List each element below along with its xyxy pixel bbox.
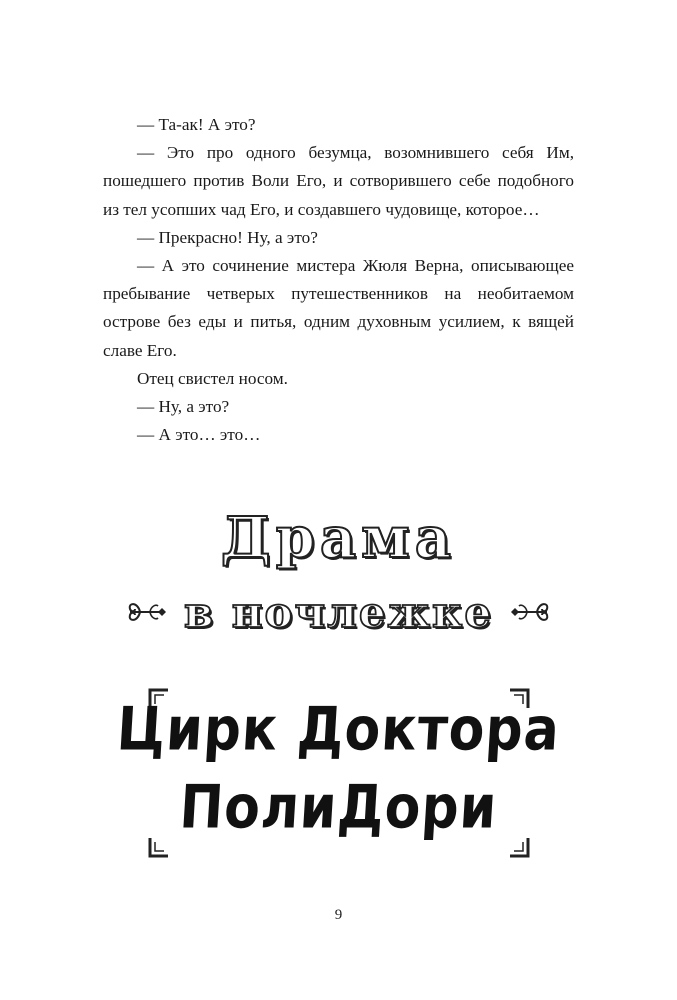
flourish-right-icon — [507, 595, 551, 629]
flourish-left-icon — [126, 595, 170, 629]
title-drama-text: Драма — [220, 505, 457, 571]
paragraph: Отец свистел носом. — [137, 368, 288, 388]
paragraph: — А это… это… — [137, 425, 261, 445]
paragraph: — А это сочинение мистера Жюля Верна, описывающее пребывание четверых путешественников на необитаемом острове без еды и питья, одним духовным усилием, к вящей славе Его. — [103, 256, 574, 360]
paragraph: — Это про одного безумца, возомнившего себя Им, пошедшего против Воли Его, и сотворившего себе подобного из тел усопших чад Его, и создавшего чудовище, которое… — [103, 143, 574, 219]
title-nochlezhka: в ночлежке — [183, 587, 494, 637]
page-number: 9 — [334, 907, 343, 923]
subtitle-circus: Цирк Доктора — [114, 695, 563, 765]
paragraph: — Та-ак! А это? — [137, 115, 256, 134]
title-nochlezhka-row — [0, 587, 677, 637]
subtitle-polidori: ПолиДори — [177, 773, 500, 843]
body-text — [103, 111, 574, 449]
paragraph: — Ну, а это? — [137, 397, 230, 417]
paragraph: — Прекрасно! Ну, а это? — [137, 227, 318, 247]
title-drama — [0, 505, 677, 571]
